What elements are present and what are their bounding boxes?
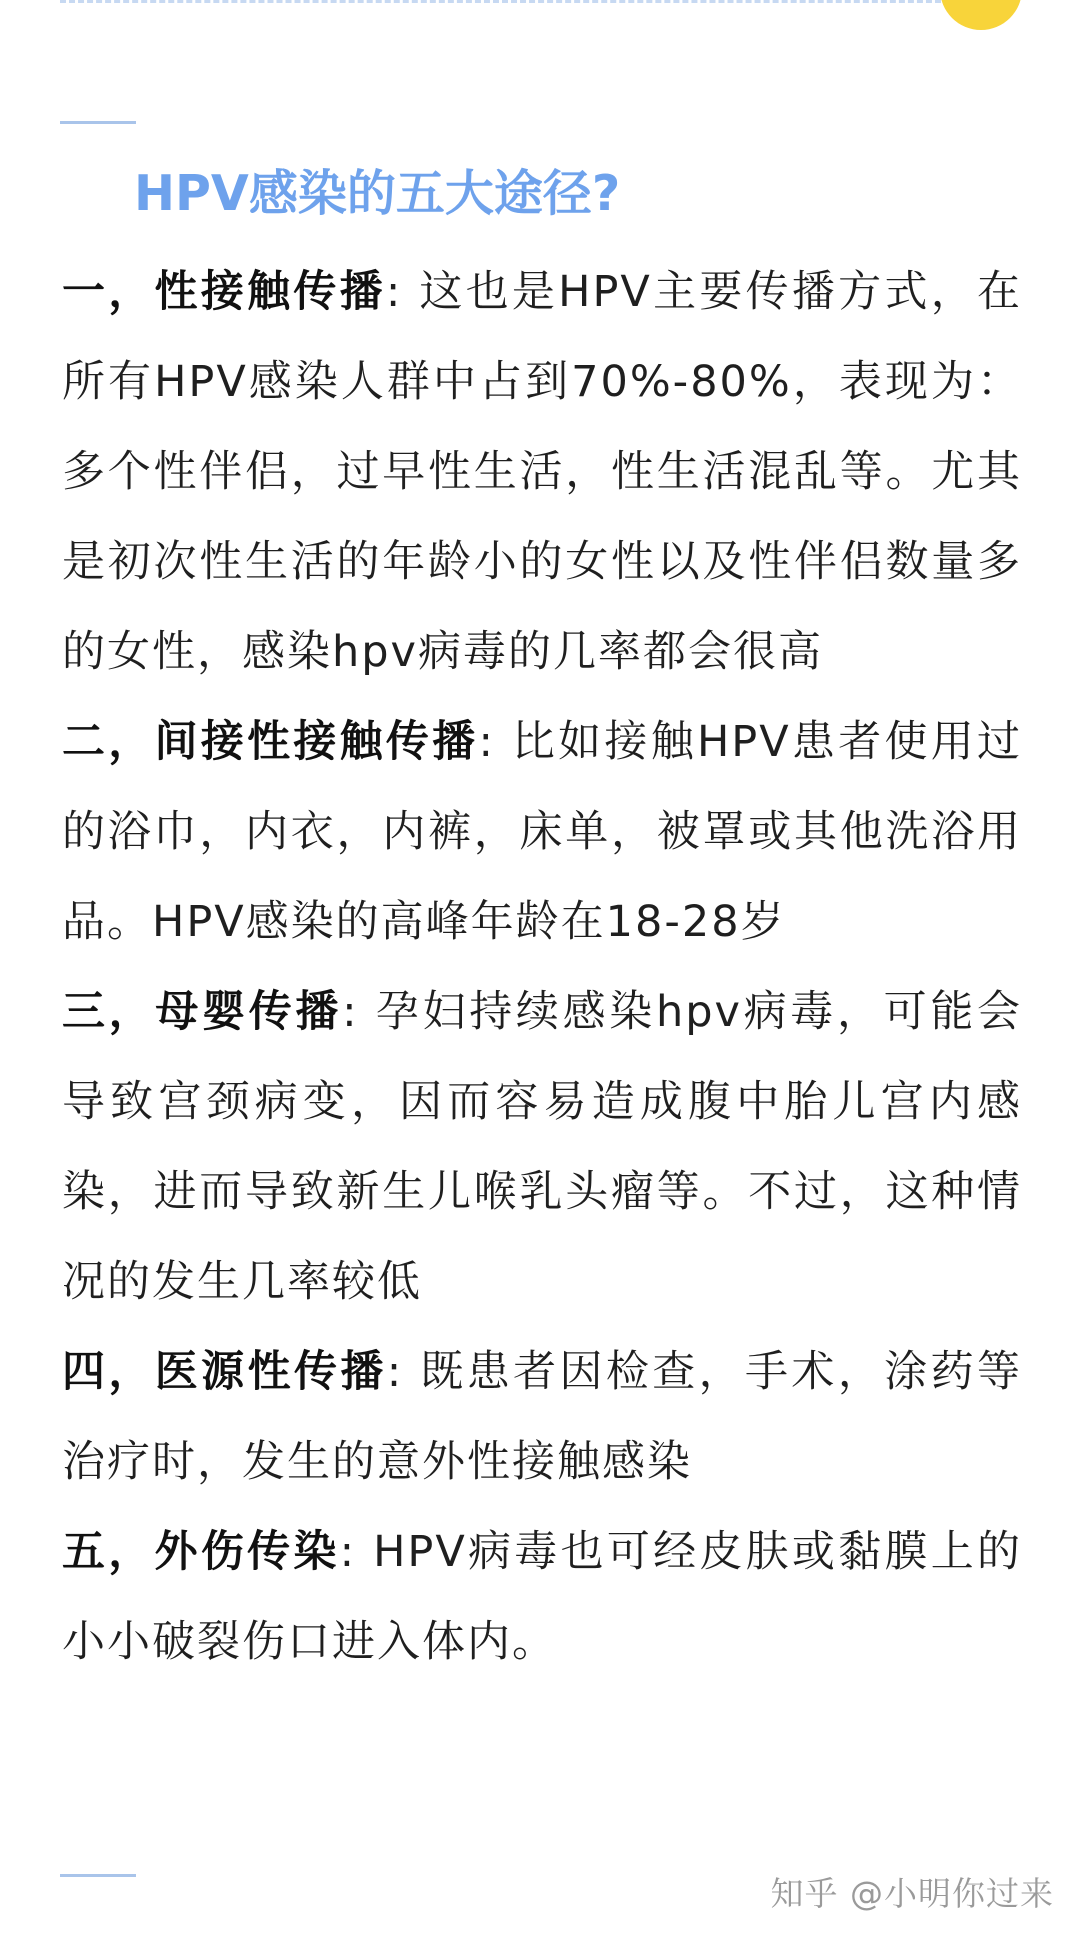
paragraph-label: 五，外伤传染 [62, 1527, 340, 1577]
paragraph-text: : 比如接触HPV患者使用过的浴巾，内衣，内裤，床单，被罩或其他洗浴用品。HPV感染的高峰年龄在18-28岁 [62, 717, 1023, 947]
paragraph-indirect-contact [62, 697, 1022, 967]
yellow-circle-decoration [940, 0, 1022, 30]
paragraph-text: : 孕妇持续感染hpv病毒，可能会导致宫颈病变，因而容易造成腹中胎儿宫内感染，进而导致新生儿喉乳头瘤等。不过，这种情况的发生几率较低 [62, 987, 1023, 1307]
paragraph-iatrogenic [62, 1327, 1022, 1507]
top-accent-rule [60, 121, 136, 124]
paragraph-text: : 这也是HPV主要传播方式，在所有HPV感染人群中占到70%-80%，表现为：多个性伴侣，过早性生活，性生活混乱等。尤其是初次性生活的年龄小的女性以及性伴侣数量多的女性，感染hpv病毒的几率都会很高 [62, 267, 1022, 677]
paragraph-label: 四，医源性传播 [62, 1347, 387, 1397]
paragraph-label: 三，母婴传播 [62, 987, 343, 1037]
paragraph-label: 一，性接触传播 [62, 267, 386, 317]
article-body [62, 247, 1022, 1687]
paragraph-trauma [62, 1507, 1022, 1687]
paragraph-text: : 既患者因检查，手术，涂药等治疗时，发生的意外性接触感染 [62, 1347, 1023, 1487]
paragraph-text: : HPV病毒也可经皮肤或黏膜上的小小破裂伤口进入体内。 [62, 1527, 1023, 1667]
section-title: HPV感染的五大途径? [134, 165, 621, 222]
zhihu-watermark: 知乎 @小明你过来 [770, 1874, 1054, 1913]
paragraph-mother-infant [62, 967, 1022, 1327]
paragraph-label: 二，间接性接触传播 [62, 717, 479, 767]
paragraph-sexual-contact [62, 247, 1022, 697]
bottom-accent-rule [60, 1874, 136, 1877]
top-dashed-divider [60, 0, 950, 3]
